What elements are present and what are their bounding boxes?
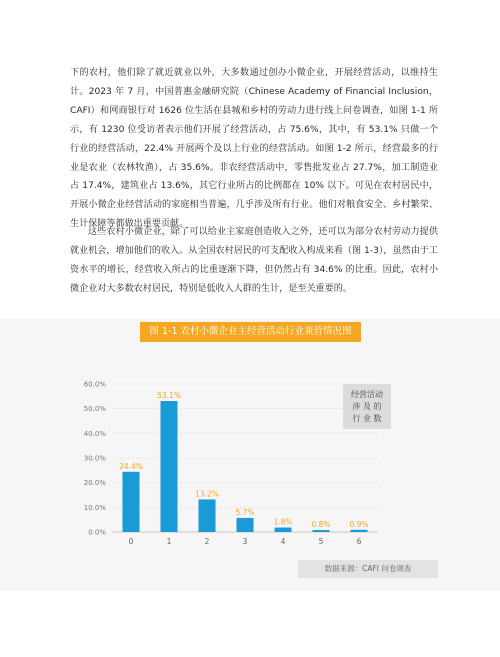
data-label: 13.2% (195, 489, 219, 499)
y-tick-label: 40.0% (83, 429, 106, 438)
y-tick-label: 30.0% (83, 454, 106, 463)
x-tick-label: 5 (318, 537, 324, 546)
x-tick-label: 6 (356, 537, 362, 546)
body-paragraph-2: 这些农村小微企业，除了可以给业主家庭创造收入之外，还可以为部分农村劳动力提供就业机会，增加他们的收入。从全国农村居民的可支配收入构成来看（图 1-3），虽然由于工资水平的增长，经营收入所占的比重逐渐下降，但仍然占有 34.6% 的比重。因此，农村小微企业对大多数农村居民，特别是低收入人群的生计，是至关重要的。 (70, 227, 438, 294)
bar (123, 472, 140, 532)
y-tick-label: 50.0% (83, 405, 106, 414)
bar (161, 401, 178, 532)
y-tick-label: 10.0% (83, 503, 106, 512)
data-label: 0.9% (349, 519, 369, 529)
figure-title: 图 1-1 农村小微企业主经营活动行业兼营情况图 (140, 322, 361, 342)
legend-title-line: 经营活动 (351, 390, 383, 399)
x-tick-label: 1 (166, 537, 172, 546)
data-label: 24.4% (119, 461, 143, 471)
bar (351, 530, 368, 532)
y-tick-label: 60.0% (83, 380, 106, 389)
bar (237, 518, 254, 532)
data-source-note: 数据来源：CAFI 问卷调查 (298, 560, 438, 578)
x-tick-label: 2 (204, 537, 210, 546)
x-tick-label: 3 (242, 537, 248, 546)
data-label: 53.1% (157, 391, 181, 401)
data-label: 1.8% (273, 517, 293, 527)
legend-title-line: 行 业 数 (352, 414, 382, 423)
bar (199, 499, 216, 532)
legend-title-line: 涉 及 的 (352, 402, 382, 411)
y-tick-label: 20.0% (83, 479, 106, 488)
bar (313, 530, 330, 532)
x-tick-label: 4 (280, 537, 286, 546)
data-label: 5.7% (235, 507, 255, 517)
bar (275, 528, 292, 532)
data-label: 0.8% (311, 520, 331, 530)
body-paragraph-1: 下的农村，他们除了就近就业以外，大多数通过创办小微企业，开展经营活动，以维持生计。2023 年 7 月，中国普惠金融研究院（Chinese Academy of Financial Inclusion，CAFI）和网商银行对 1626 位生活在县城和乡村的劳动力进行线上问卷调查，如图 1-1 所示，有 1230 位受访者表示他们开展了经营活动，占 75.6%，其中，有 53.1% 只做一个行业的经营活动，22.4% 开展两个及以上行业的经营活动。如图 1-2 所示，经营最多的行业是农业（农林牧渔），占 35.6%。非农经营活动中，零售批发业占 27.7%，加工制造业占 17.4%，建筑业占 13.6%，其它行业所占的比例都在 10% 以下。可见在农村居民中，开展小微企业经营活动的家庭相当普遍，几乎涉及所有行业。他们对粮食安全、乡村繁荣、生计保障等都做出重要贡献。 (70, 68, 438, 230)
y-tick-label: 0.0% (88, 528, 106, 537)
x-tick-label: 0 (128, 537, 134, 546)
